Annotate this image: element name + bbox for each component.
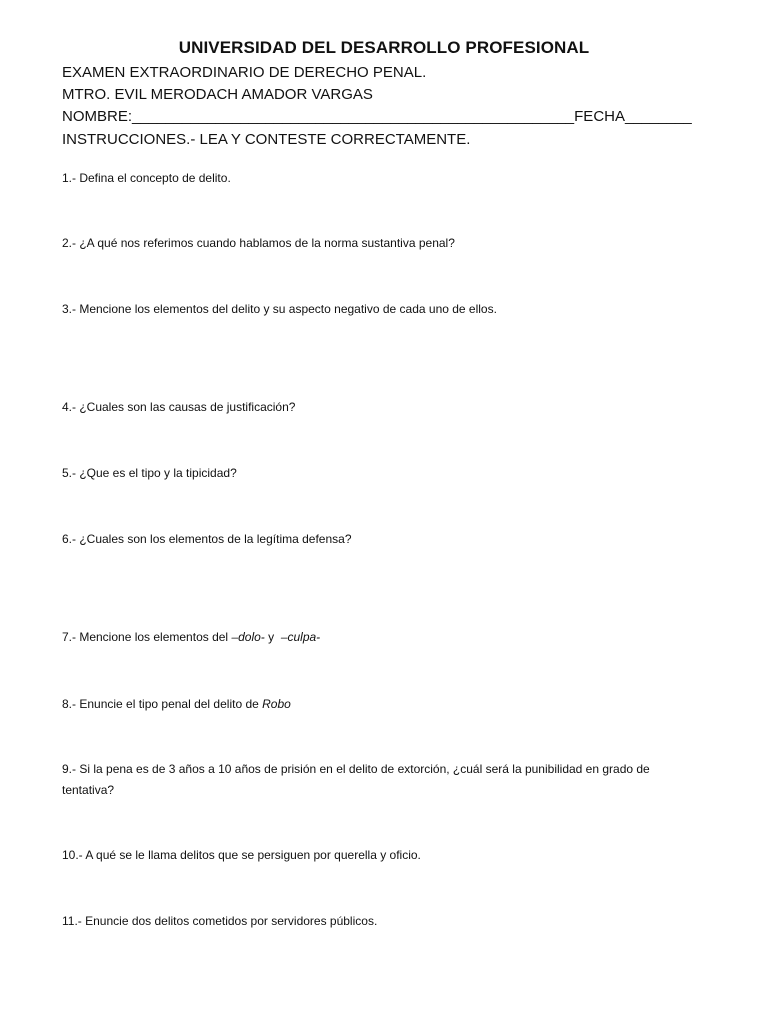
question-11: 11.- Enuncie dos delitos cometidos por servidores públicos. bbox=[62, 914, 378, 928]
teacher-name: MTRO. EVIL MERODACH AMADOR VARGAS bbox=[62, 86, 373, 103]
question-3: 3.- Mencione los elementos del delito y su aspecto negativo de cada uno de ellos. bbox=[62, 302, 497, 316]
question-1: 1.- Defina el concepto de delito. bbox=[62, 171, 231, 185]
question-4: 4.- ¿Cuales son las causas de justificación? bbox=[62, 400, 296, 414]
question-7 bbox=[62, 627, 702, 648]
question-7-term-culpa: –culpa- bbox=[280, 630, 321, 644]
question-8 bbox=[62, 694, 702, 715]
question-7-text: 7.- Mencione los elementos del bbox=[62, 630, 232, 644]
name-date-line: NOMBRE:_____________________________________________________FECHA________ bbox=[62, 108, 692, 125]
question-9: 9.- Si la pena es de 3 años a 10 años de prisión en el delito de extorción, ¿cuál será la punibilidad en grado de tentativa? bbox=[62, 762, 650, 797]
question-2: 2.- ¿A qué nos referimos cuando hablamos de la norma sustantiva penal? bbox=[62, 236, 455, 250]
question-6: 6.- ¿Cuales son los elementos de la legítima defensa? bbox=[62, 532, 352, 546]
question-5: 5.- ¿Que es el tipo y la tipicidad? bbox=[62, 466, 237, 480]
question-7-term-dolo: –dolo- bbox=[231, 630, 265, 644]
exam-title: EXAMEN EXTRAORDINARIO DE DERECHO PENAL. bbox=[62, 64, 427, 81]
question-8-text: 8.- Enuncie el tipo penal del delito de bbox=[62, 697, 263, 711]
question-10: 10.- A qué se le llama delitos que se persiguen por querella y oficio. bbox=[62, 848, 421, 862]
university-title: UNIVERSIDAD DEL DESARROLLO PROFESIONAL bbox=[178, 38, 590, 57]
question-7-conjunction: y bbox=[264, 630, 281, 644]
question-8-term-robo: Robo bbox=[262, 697, 291, 711]
instructions: INSTRUCCIONES.- LEA Y CONTESTE CORRECTAMENTE. bbox=[62, 131, 471, 148]
